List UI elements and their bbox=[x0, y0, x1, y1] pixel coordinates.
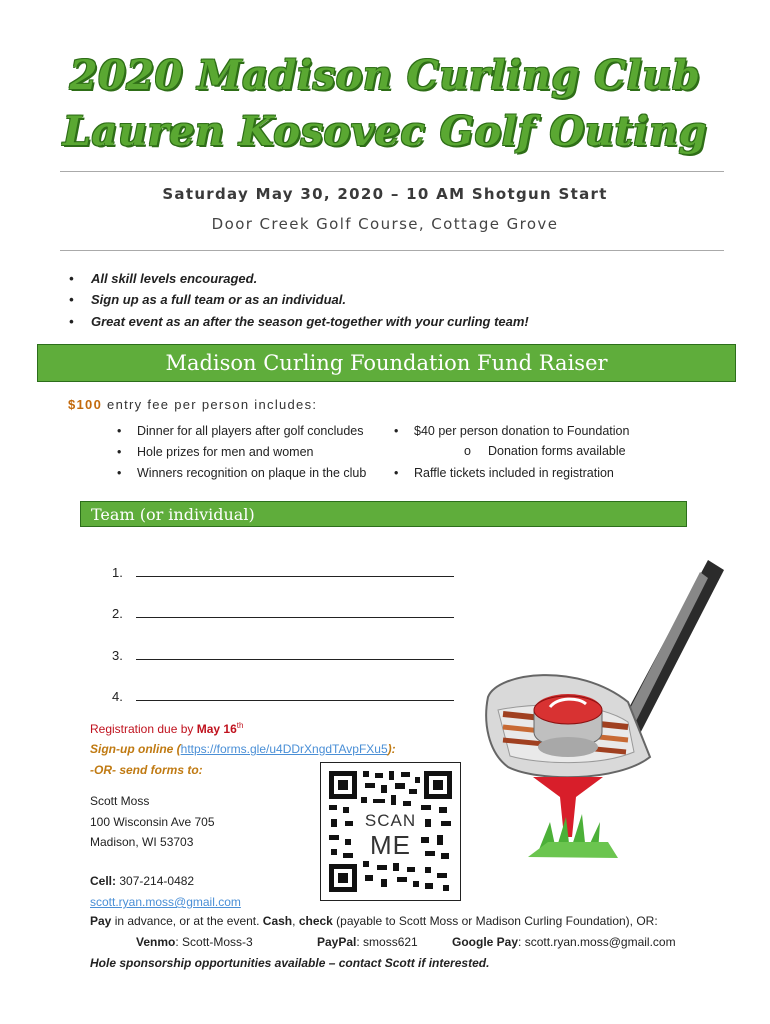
email-link[interactable]: scott.ryan.moss@gmail.com bbox=[90, 895, 241, 909]
highlight-item: • Sign up as a full team or as an individual. bbox=[69, 292, 346, 307]
registration-due: Registration due by May 16th bbox=[90, 721, 244, 736]
payment-venmo: Venmo: Scott-Moss-3 bbox=[136, 935, 253, 949]
bullet-icon: • bbox=[117, 466, 122, 480]
fundraiser-banner: Madison Curling Foundation Fund Raiser bbox=[37, 344, 736, 382]
bullet-icon: • bbox=[117, 424, 122, 438]
contact-address-1: 100 Wisconsin Ave 705 bbox=[90, 815, 215, 829]
include-item: • Dinner for all players after golf concludes bbox=[117, 424, 364, 438]
divider-top bbox=[60, 171, 724, 172]
divider-bottom bbox=[60, 250, 724, 251]
payment-terms: Pay in advance, or at the event. Cash, check (payable to Scott Moss or Madison Curling Foundation), OR: bbox=[90, 914, 658, 928]
fee-amount: $100 bbox=[68, 397, 103, 412]
payment-google-pay: Google Pay: scott.ryan.moss@gmail.com bbox=[452, 935, 676, 949]
signup-link[interactable]: https://forms.gle/u4DDrXngdTAvpFXu5 bbox=[180, 742, 388, 756]
circle-bullet-icon: o bbox=[464, 444, 471, 458]
contact-email bbox=[90, 895, 241, 909]
bullet-icon: • bbox=[394, 424, 399, 438]
payment-paypal: PayPal: smoss621 bbox=[317, 935, 418, 949]
golf-club-illustration bbox=[478, 552, 728, 877]
include-item: • $40 per person donation to Foundation bbox=[394, 424, 630, 438]
contact-cell: Cell: 307-214-0482 bbox=[90, 874, 195, 888]
highlight-item: • Great event as an after the season get-together with your curling team! bbox=[69, 314, 529, 329]
fee-text: entry fee per person includes: bbox=[102, 397, 318, 412]
team-slot-3[interactable]: 3. bbox=[112, 648, 454, 663]
team-header: Team (or individual) bbox=[80, 501, 687, 527]
team-slot-2[interactable]: 2. bbox=[112, 606, 454, 621]
or-send-forms: -OR- send forms to: bbox=[90, 763, 203, 777]
qr-me-label: ME bbox=[370, 830, 411, 860]
qr-scan-label: SCAN bbox=[364, 811, 417, 830]
team-slot-blank[interactable] bbox=[136, 648, 454, 660]
bullet-icon: • bbox=[394, 466, 399, 480]
title-line-2: Lauren Kosovec Golf Outing bbox=[62, 108, 708, 155]
contact-address-2: Madison, WI 53703 bbox=[90, 835, 194, 849]
signup-online: Sign-up online (https://forms.gle/u4DDrXngdTAvpFXu5): bbox=[90, 742, 396, 756]
highlight-item: • All skill levels encouraged. bbox=[69, 271, 258, 286]
bullet-icon: • bbox=[69, 271, 74, 286]
event-date: Saturday May 30, 2020 – 10 AM Shotgun Start bbox=[162, 185, 608, 203]
bullet-icon: • bbox=[117, 445, 122, 459]
contact-name: Scott Moss bbox=[90, 794, 150, 808]
team-slot-4[interactable]: 4. bbox=[112, 689, 454, 704]
due-date: May 16 bbox=[196, 722, 237, 736]
include-item: • Winners recognition on plaque in the club bbox=[117, 466, 367, 480]
sponsorship-note: Hole sponsorship opportunities available – contact Scott if interested. bbox=[90, 956, 490, 970]
event-venue: Door Creek Golf Course, Cottage Grove bbox=[211, 215, 559, 233]
include-item: • Hole prizes for men and women bbox=[117, 445, 314, 459]
include-subitem: o Donation forms available bbox=[464, 444, 626, 458]
team-slot-blank[interactable] bbox=[136, 606, 454, 618]
entry-fee bbox=[68, 397, 317, 412]
team-slot-blank[interactable] bbox=[136, 689, 454, 701]
title-line-1: 2020 Madison Curling Club bbox=[69, 52, 701, 99]
qr-code[interactable] bbox=[320, 762, 461, 901]
bullet-icon: • bbox=[69, 314, 74, 329]
bullet-icon: • bbox=[69, 292, 74, 307]
team-slot-blank[interactable] bbox=[136, 565, 454, 577]
include-item: • Raffle tickets included in registration bbox=[394, 466, 614, 480]
team-slot-1[interactable]: 1. bbox=[112, 565, 454, 580]
